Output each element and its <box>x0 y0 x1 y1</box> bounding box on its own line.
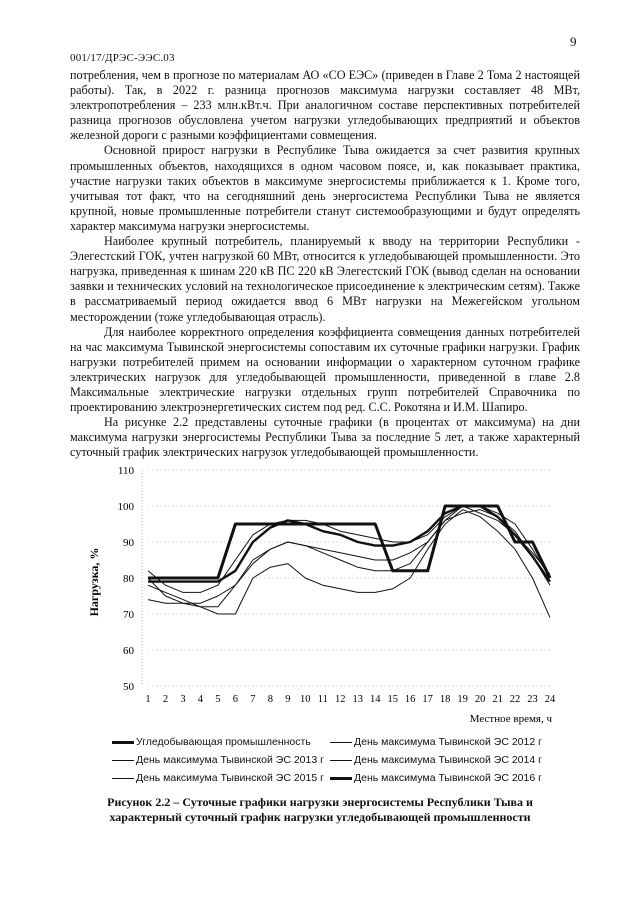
x-tick-label: 16 <box>404 694 416 705</box>
x-tick-label: 17 <box>422 694 433 705</box>
legend-item <box>112 772 324 784</box>
legend-item <box>330 772 542 784</box>
x-tick-label: 14 <box>369 694 381 705</box>
x-tick-label: 22 <box>509 694 521 705</box>
legend-label: День максимума Тывинской ЭС 2012 г <box>354 736 542 748</box>
paragraph: На рисунке 2.2 представлены суточные графики (в процентах от максимума) на дни максимума нагрузки энергосистемы Республики Тыва за последние 5 лет, а также характерный суточный график электрических нагрузок угледобывающей промышленности. <box>70 415 580 460</box>
x-tick-label: 8 <box>267 694 273 705</box>
y-tick-label: 60 <box>123 645 134 657</box>
x-tick-label: 19 <box>457 694 468 705</box>
paragraph: Основной прирост нагрузки в Республике Тыва ожидается за счет развития крупных промышленных объектов, находящихся в одном часовом поясе, и, как показывает практика, участие нагрузки таких объектов в максимуме энергосистемы приближается к 1. Кроме того, учитывая тот факт, что на сегодняшний день энергосистема Республики Тыва не является крупной, новые промышленные потребители станут системообразующими и будут определять характер максимума нагрузки энергосистемы. <box>70 143 580 233</box>
x-axis-label: Местное время, ч <box>469 713 552 725</box>
x-tick-label: 3 <box>180 694 186 705</box>
legend-label: День максимума Тывинской ЭС 2015 г <box>136 772 324 784</box>
figure-caption <box>80 795 560 825</box>
caption-line: характерный суточный график нагрузки угледобывающей промышленности <box>109 810 531 824</box>
document-code: 001/17/ДРЭС-ЭЭС.03 <box>70 52 175 64</box>
paragraph: Наиболее крупный потребитель, планируемый к вводу на территории Республики - Элегестский ГОК, учтен нагрузкой 60 МВт, относится к угледобывающей промышленности. Это нагрузка, приведенная к шинам 220 кВ ПС 220 кВ Элегестский ГОК (вывод сделан на основании заявки и технических условий на технологическое присоединение к электрическим сетям). Также в рассматриваемый период ожидается ввод 6 МВт нагрузки на Межегейском угольном месторождении (тоже угледобывающая отрасль). <box>70 234 580 324</box>
y-axis-label: Нагрузка, % <box>87 547 101 617</box>
x-tick-label: 10 <box>300 694 311 705</box>
y-tick-label: 50 <box>123 681 134 693</box>
x-tick-label: 7 <box>250 694 256 705</box>
x-tick-label: 4 <box>197 694 204 705</box>
x-tick-label: 18 <box>439 694 451 705</box>
y-tick-label: 70 <box>123 609 134 621</box>
x-tick-label: 11 <box>317 694 328 705</box>
x-tick-label: 12 <box>335 694 346 705</box>
x-tick-label: 2 <box>162 694 169 705</box>
paragraph: Для наиболее корректного определения коэффициента совмещения данных потребителей на час максимума Тывинской энергосистемы сопоставим их суточные графики нагрузки. График нагрузки потребителей примем на основании информации о характерном суточном графике электрических нагрузок для угледобывающей промышленности, приведенной в главе 2.8 Максимальные электрические нагрузки отдельных групп потребителей Справочника по проектированию электроэнергетических систем под ред. С.С. Рокотяна и И.М. Шапиро. <box>70 324 580 415</box>
legend-swatch <box>330 777 352 780</box>
x-tick-label: 9 <box>285 694 291 705</box>
x-tick-label: 20 <box>474 694 486 705</box>
paragraph: потребления, чем в прогнозе по материалам АО «СО ЕЭС» (приведен в Главе 2 Тома 2 настоящей работы). Так, в 2022 г. разница прогнозов максимума нагрузки составляет 48 МВт, электропотребления – 233 млн.кВт.ч. При аналогичном составе перспективных потребителей разница прогнозов обусловлена учетом нагрузки угледобывающих предприятий и объектов железной дороги с разными коэффициентами совмещения. <box>70 68 580 143</box>
legend-item <box>112 754 324 766</box>
legend-item <box>330 754 542 766</box>
y-tick-label: 110 <box>117 465 134 477</box>
x-tick-label: 21 <box>492 694 503 705</box>
legend-item <box>112 736 311 748</box>
x-tick-label: 6 <box>232 694 239 705</box>
legend-label: Угледобывающая промышленность <box>136 736 311 748</box>
x-tick-label: 24 <box>544 694 556 705</box>
load-chart-svg <box>80 462 600 732</box>
legend-label: День максимума Тывинской ЭС 2014 г <box>354 754 542 766</box>
legend-item <box>330 736 542 748</box>
x-tick-label: 15 <box>387 694 398 705</box>
page-number: 9 <box>570 34 577 49</box>
body-text <box>70 68 580 460</box>
x-tick-label: 23 <box>527 694 538 705</box>
legend-swatch <box>330 760 352 761</box>
legend-swatch <box>112 778 134 779</box>
legend-label: День максимума Тывинской ЭС 2013 г <box>136 754 324 766</box>
load-chart <box>80 462 600 732</box>
x-tick-label: 13 <box>352 694 363 705</box>
x-tick-label: 5 <box>215 694 221 705</box>
caption-line: Рисунок 2.2 – Суточные графики нагрузки энергосистемы Республики Тыва и <box>107 795 533 809</box>
y-tick-label: 100 <box>117 501 134 513</box>
x-tick-label: 1 <box>145 694 151 705</box>
legend-swatch <box>330 742 352 743</box>
legend-swatch <box>112 760 134 761</box>
legend-label: День максимума Тывинской ЭС 2016 г <box>354 772 542 784</box>
legend-swatch <box>112 741 134 744</box>
y-tick-label: 80 <box>123 573 134 585</box>
y-tick-label: 90 <box>123 537 134 549</box>
